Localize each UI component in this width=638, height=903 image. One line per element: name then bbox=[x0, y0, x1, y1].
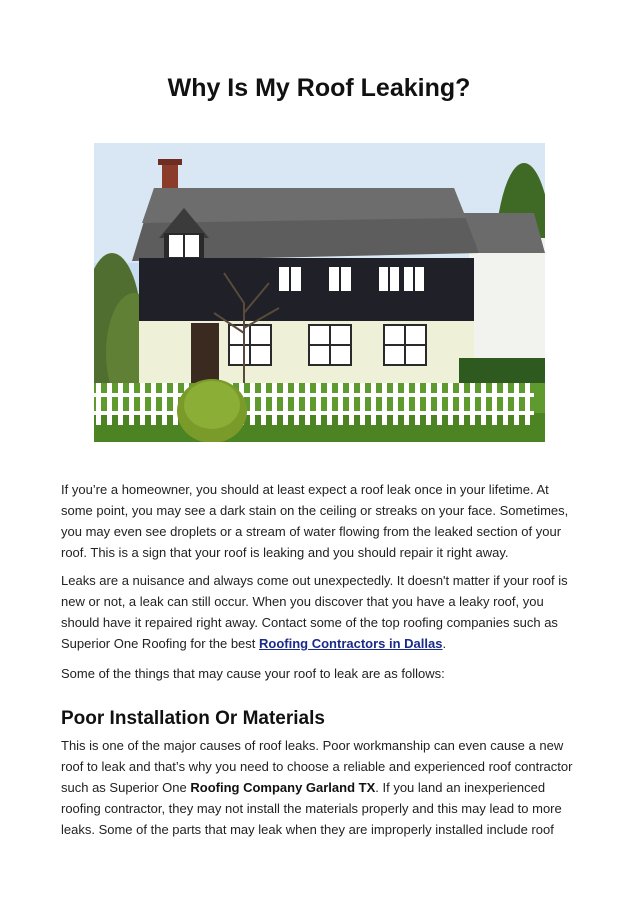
section-text bbox=[61, 735, 576, 840]
causes-intro-text: Some of the things that may cause your roof to leak are as follows: bbox=[61, 666, 445, 681]
page-title: Why Is My Roof Leaking? bbox=[167, 74, 471, 102]
company-keyword: Roofing Company Garland TX bbox=[190, 780, 376, 795]
contact-text-after: . bbox=[442, 636, 447, 651]
contact-paragraph bbox=[61, 570, 576, 654]
house-photo bbox=[94, 143, 545, 442]
contact-text-before: Leaks are a nuisance and always come out unexpectedly. It doesn't matter if your roof is new or not, a leak can still occur. When you discover that you have a leaky roof, you should have it repaired right away. Contact some of the top roofing companies such as Superior One Roofing for the best bbox=[61, 573, 568, 651]
intro-paragraph bbox=[61, 479, 576, 563]
section-text-after: . If you land an inexperienced roofing contractor, they may not install the materials properly and this may lead to more leaks. Some of the parts that may leak when they are improperly installed include roof bbox=[61, 780, 562, 837]
section-paragraph bbox=[61, 735, 576, 840]
causes-intro-paragraph bbox=[61, 663, 576, 684]
section-heading: Poor Installation Or Materials bbox=[61, 708, 325, 729]
intro-text: If you’re a homeowner, you should at least expect a roof leak once in your lifetime. At some point, you may see a dark stain on the ceiling or streaks on your face. Sometimes, you may even see droplets or a stream of water flowing from the leaked section of your roof. This is a sign that your roof is leaking and you should repair it right away. bbox=[61, 482, 569, 560]
contact-text bbox=[61, 570, 576, 654]
roofing-contractors-link[interactable]: Roofing Contractors in Dallas bbox=[259, 636, 443, 651]
section-text-before: This is one of the major causes of roof leaks. Poor workmanship can even cause a new roof to leak and that’s why you need to choose a reliable and experienced roof contractor such as Superior One bbox=[61, 738, 573, 795]
